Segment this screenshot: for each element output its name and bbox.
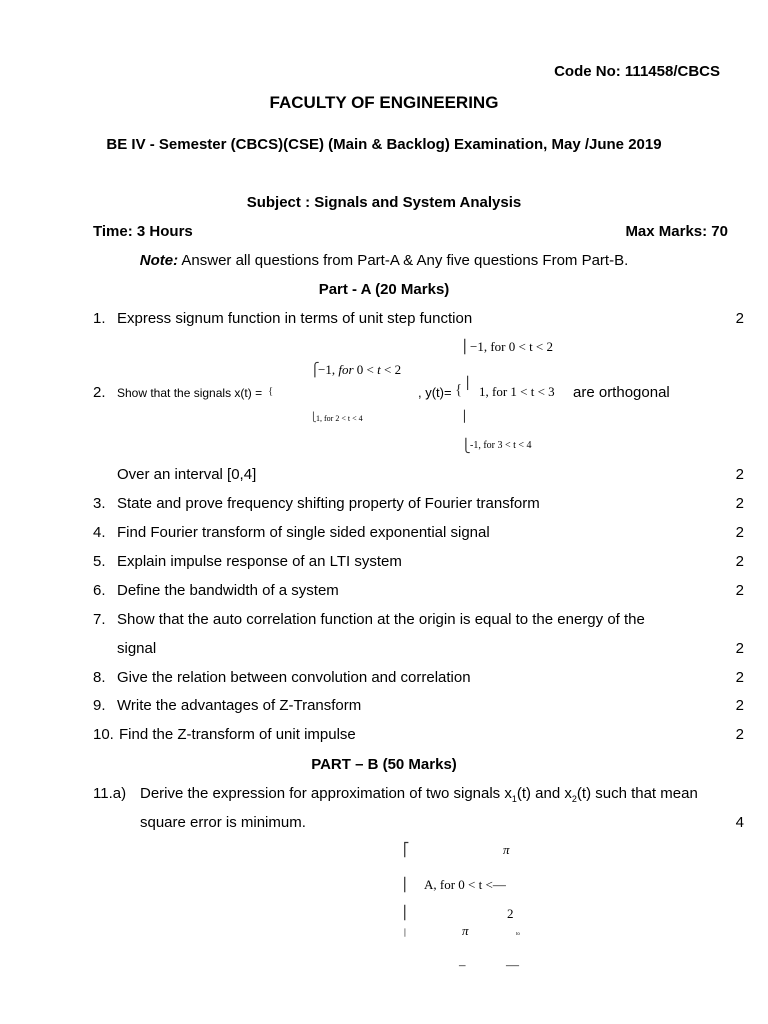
note-label: Note: [139, 252, 179, 269]
q2-lead: Show that the signals x(t) = [117, 386, 263, 400]
q4-text: Find Fourier transform of single sided exponential signal [117, 524, 490, 541]
q8-text: Give the relation between convolution and correlation [117, 669, 471, 686]
q5-text: Explain impulse response of an LTI system [117, 553, 402, 570]
code-number: Code No: 111458/CBCS [554, 63, 720, 80]
q10-marks: 2 [735, 726, 744, 743]
formula-small-mark: to [516, 932, 520, 937]
q6-marks: 2 [735, 582, 744, 599]
q5-number: 5. [93, 553, 106, 570]
formula-brace-2: ⎢ [403, 877, 410, 892]
q3-text: State and prove frequency shifting property of Fourier transform [117, 495, 540, 512]
q11a-sub-2: 2 [571, 794, 577, 804]
formula-pi-top: π [503, 842, 510, 857]
formula-two: 2 [507, 906, 514, 921]
note-text: Answer all questions from Part-A & Any five questions From Part-B. [178, 252, 629, 269]
q5-marks: 2 [735, 553, 744, 570]
q6-text: Define the bandwidth of a system [117, 582, 339, 599]
q7-number: 7. [93, 611, 106, 628]
q3-number: 3. [93, 495, 106, 512]
q7-text: Show that the auto correlation function at the origin is equal to the energy of the [117, 611, 645, 628]
x-case-2: 1, for 2 < t < 4 [316, 414, 363, 423]
q7-continuation: signal [117, 640, 157, 657]
formula-dash-1: – [459, 957, 466, 972]
exam-title: BE IV - Semester (CBCS)(CSE) (Main & Backlog) Examination, May /June 2019 [106, 136, 662, 153]
y-case-2: 1, for 1 < t < 3 [479, 384, 555, 399]
formula-brace-4: ⎢ [404, 929, 408, 937]
part-a-title: Part - A (20 Marks) [318, 281, 450, 298]
time-label: Time: 3 Hours [93, 223, 193, 240]
formula-pi-bottom: π [462, 923, 469, 938]
faculty-title: FACULTY OF ENGINEERING [269, 93, 499, 112]
q4-marks: 2 [735, 524, 744, 541]
q2-tail: are orthogonal [573, 384, 670, 401]
y-case-1: −1, for 0 < t < 2 [470, 339, 554, 354]
formula-dash-2: — [506, 957, 519, 972]
formula-brace-1: ⎡ [403, 842, 410, 857]
q11a-text [140, 785, 698, 804]
q9-marks: 2 [735, 697, 744, 714]
y-case-3: -1, for 3 < t < 4 [470, 440, 532, 451]
q10-text: Find the Z-transform of unit impulse [119, 726, 356, 743]
q9-text: Write the advantages of Z-Transform [117, 697, 362, 714]
y-brace-bottom: ⎩ [461, 438, 471, 453]
q6-number: 6. [93, 582, 106, 599]
q11a-text-post: (t) such that mean [576, 785, 698, 802]
x-brace-top: ⎧ [310, 362, 320, 377]
q2-y-lead: , y(t)= [418, 385, 452, 400]
y-brace: { [455, 382, 463, 398]
q1-number: 1. [93, 310, 106, 327]
q7-marks: 2 [735, 640, 744, 657]
formula-brace-3: ⎢ [403, 905, 410, 920]
q8-marks: 2 [735, 669, 744, 686]
x-brace: { [268, 385, 274, 397]
q11a-number: 11.a) [93, 785, 127, 802]
q2-number: 2. [93, 384, 106, 401]
q4-number: 4. [93, 524, 106, 541]
q11a-marks: 4 [735, 814, 744, 831]
y-brace-lower: ⎢ [463, 411, 469, 423]
q1-text: Express signum function in terms of unit step function [117, 310, 473, 327]
y-brace-top: ⎢ [463, 339, 470, 354]
q1-marks: 2 [735, 310, 744, 327]
max-marks-label: Max Marks: 70 [625, 223, 728, 240]
q11a-continuation: square error is minimum. [140, 814, 306, 831]
q11a-sub-1: 1 [511, 794, 517, 804]
q11a-text-pre: Derive the expression for approximation of two signals x [140, 785, 512, 802]
part-b-title: PART – B (50 Marks) [311, 756, 457, 773]
q11a-text-mid: (t) and x [516, 785, 572, 802]
q9-number: 9. [93, 697, 106, 714]
y-brace-mid: ⎢ [466, 376, 472, 390]
q8-number: 8. [93, 669, 106, 686]
q2-continuation: Over an interval [0,4] [117, 466, 257, 483]
q3-marks: 2 [735, 495, 744, 512]
subject-title: Subject : Signals and System Analysis [246, 194, 522, 211]
note-line [0, 252, 768, 269]
formula-case-a: A, for 0 < t <— [424, 877, 506, 892]
q10-number: 10. [93, 726, 114, 743]
q2-marks: 2 [735, 466, 744, 483]
x-brace-bottom: ⎩ [310, 412, 317, 422]
x-case-1: −1, for 0 < t < 2 [318, 362, 402, 377]
